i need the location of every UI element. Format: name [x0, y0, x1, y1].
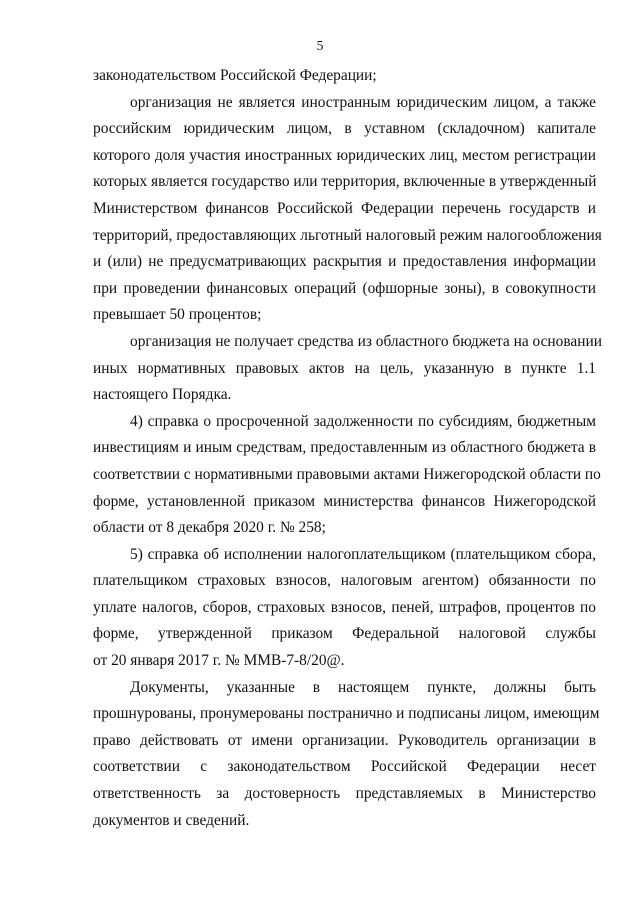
text-line: территорий, предоставляющих льготный налоговый режим налогообложения: [93, 226, 602, 244]
text-line: российским юридическим лицом, в уставном (складочном) капитале: [93, 120, 596, 138]
text-line: инвестициям и иным средствам, предоставленным из областного бюджета в: [93, 439, 596, 457]
text-line: которых является государство или территория, включенные в утвержденный: [93, 173, 597, 191]
paragraph: [93, 675, 600, 835]
text-line: области от 8 декабря 2020 г. № 258;: [93, 519, 326, 537]
text-line: прошнурованы, пронумерованы постранично и подписаны лицом, имеющим: [93, 705, 600, 723]
text-line: плательщиком страховых взносов, налоговым агентом) обязанности по: [93, 572, 596, 590]
text-line: настоящего Порядка.: [93, 386, 232, 404]
paragraph: [93, 542, 596, 675]
text-line: соответствии с законодательством Российской Федерации несет: [93, 758, 596, 776]
text-line: ответственность за достоверность представляемых в Министерство: [93, 785, 596, 803]
text-line: форме, утвержденной приказом Федеральной налоговой службы: [93, 625, 596, 643]
paragraph: [93, 90, 602, 329]
document-body: [93, 63, 602, 834]
paragraph: [93, 409, 601, 542]
text-line: Министерством финансов Российской Федерации перечень государств и: [93, 199, 596, 217]
text-line: уплате налогов, сборов, страховых взносов, пеней, штрафов, процентов по: [93, 598, 596, 616]
text-line: организация не получает средства из областного бюджета на основании: [130, 332, 602, 350]
text-line: 5) справка об исполнении налогоплательщиком (плательщиком сбора,: [130, 545, 596, 563]
paragraph: [93, 63, 596, 90]
text-line: превышает 50 процентов;: [93, 306, 262, 324]
paragraph: [93, 329, 602, 409]
text-line: при проведении финансовых операций (офшорные зоны), в совокупности: [93, 279, 596, 297]
text-line: Документы, указанные в настоящем пункте, должны быть: [130, 678, 596, 696]
text-line: иных нормативных правовых актов на цель, указанную в пункте 1.1: [93, 359, 596, 377]
text-line: 4) справка о просроченной задолженности по субсидиям, бюджетным: [130, 412, 596, 430]
text-line: которого доля участия иностранных юридических лиц, местом регистрации: [93, 146, 596, 164]
text-line: организация не является иностранным юридическим лицом, а также: [130, 93, 596, 111]
text-line: форме, установленной приказом министерства финансов Нижегородской: [93, 492, 596, 510]
page-number: 5: [316, 38, 324, 53]
text-line: и (или) не предусматривающих раскрытия и предоставления информации: [93, 253, 596, 271]
text-line: законодательством Российской Федерации;: [93, 67, 377, 84]
text-line: право действовать от имени организации. Руководитель организации в: [93, 731, 596, 749]
text-line: соответствии с нормативными правовыми актами Нижегородской области по: [93, 465, 601, 483]
text-line: от 20 января 2017 г. № ММВ-7-8/20@.: [93, 652, 345, 670]
text-line: документов и сведений.: [93, 811, 250, 829]
